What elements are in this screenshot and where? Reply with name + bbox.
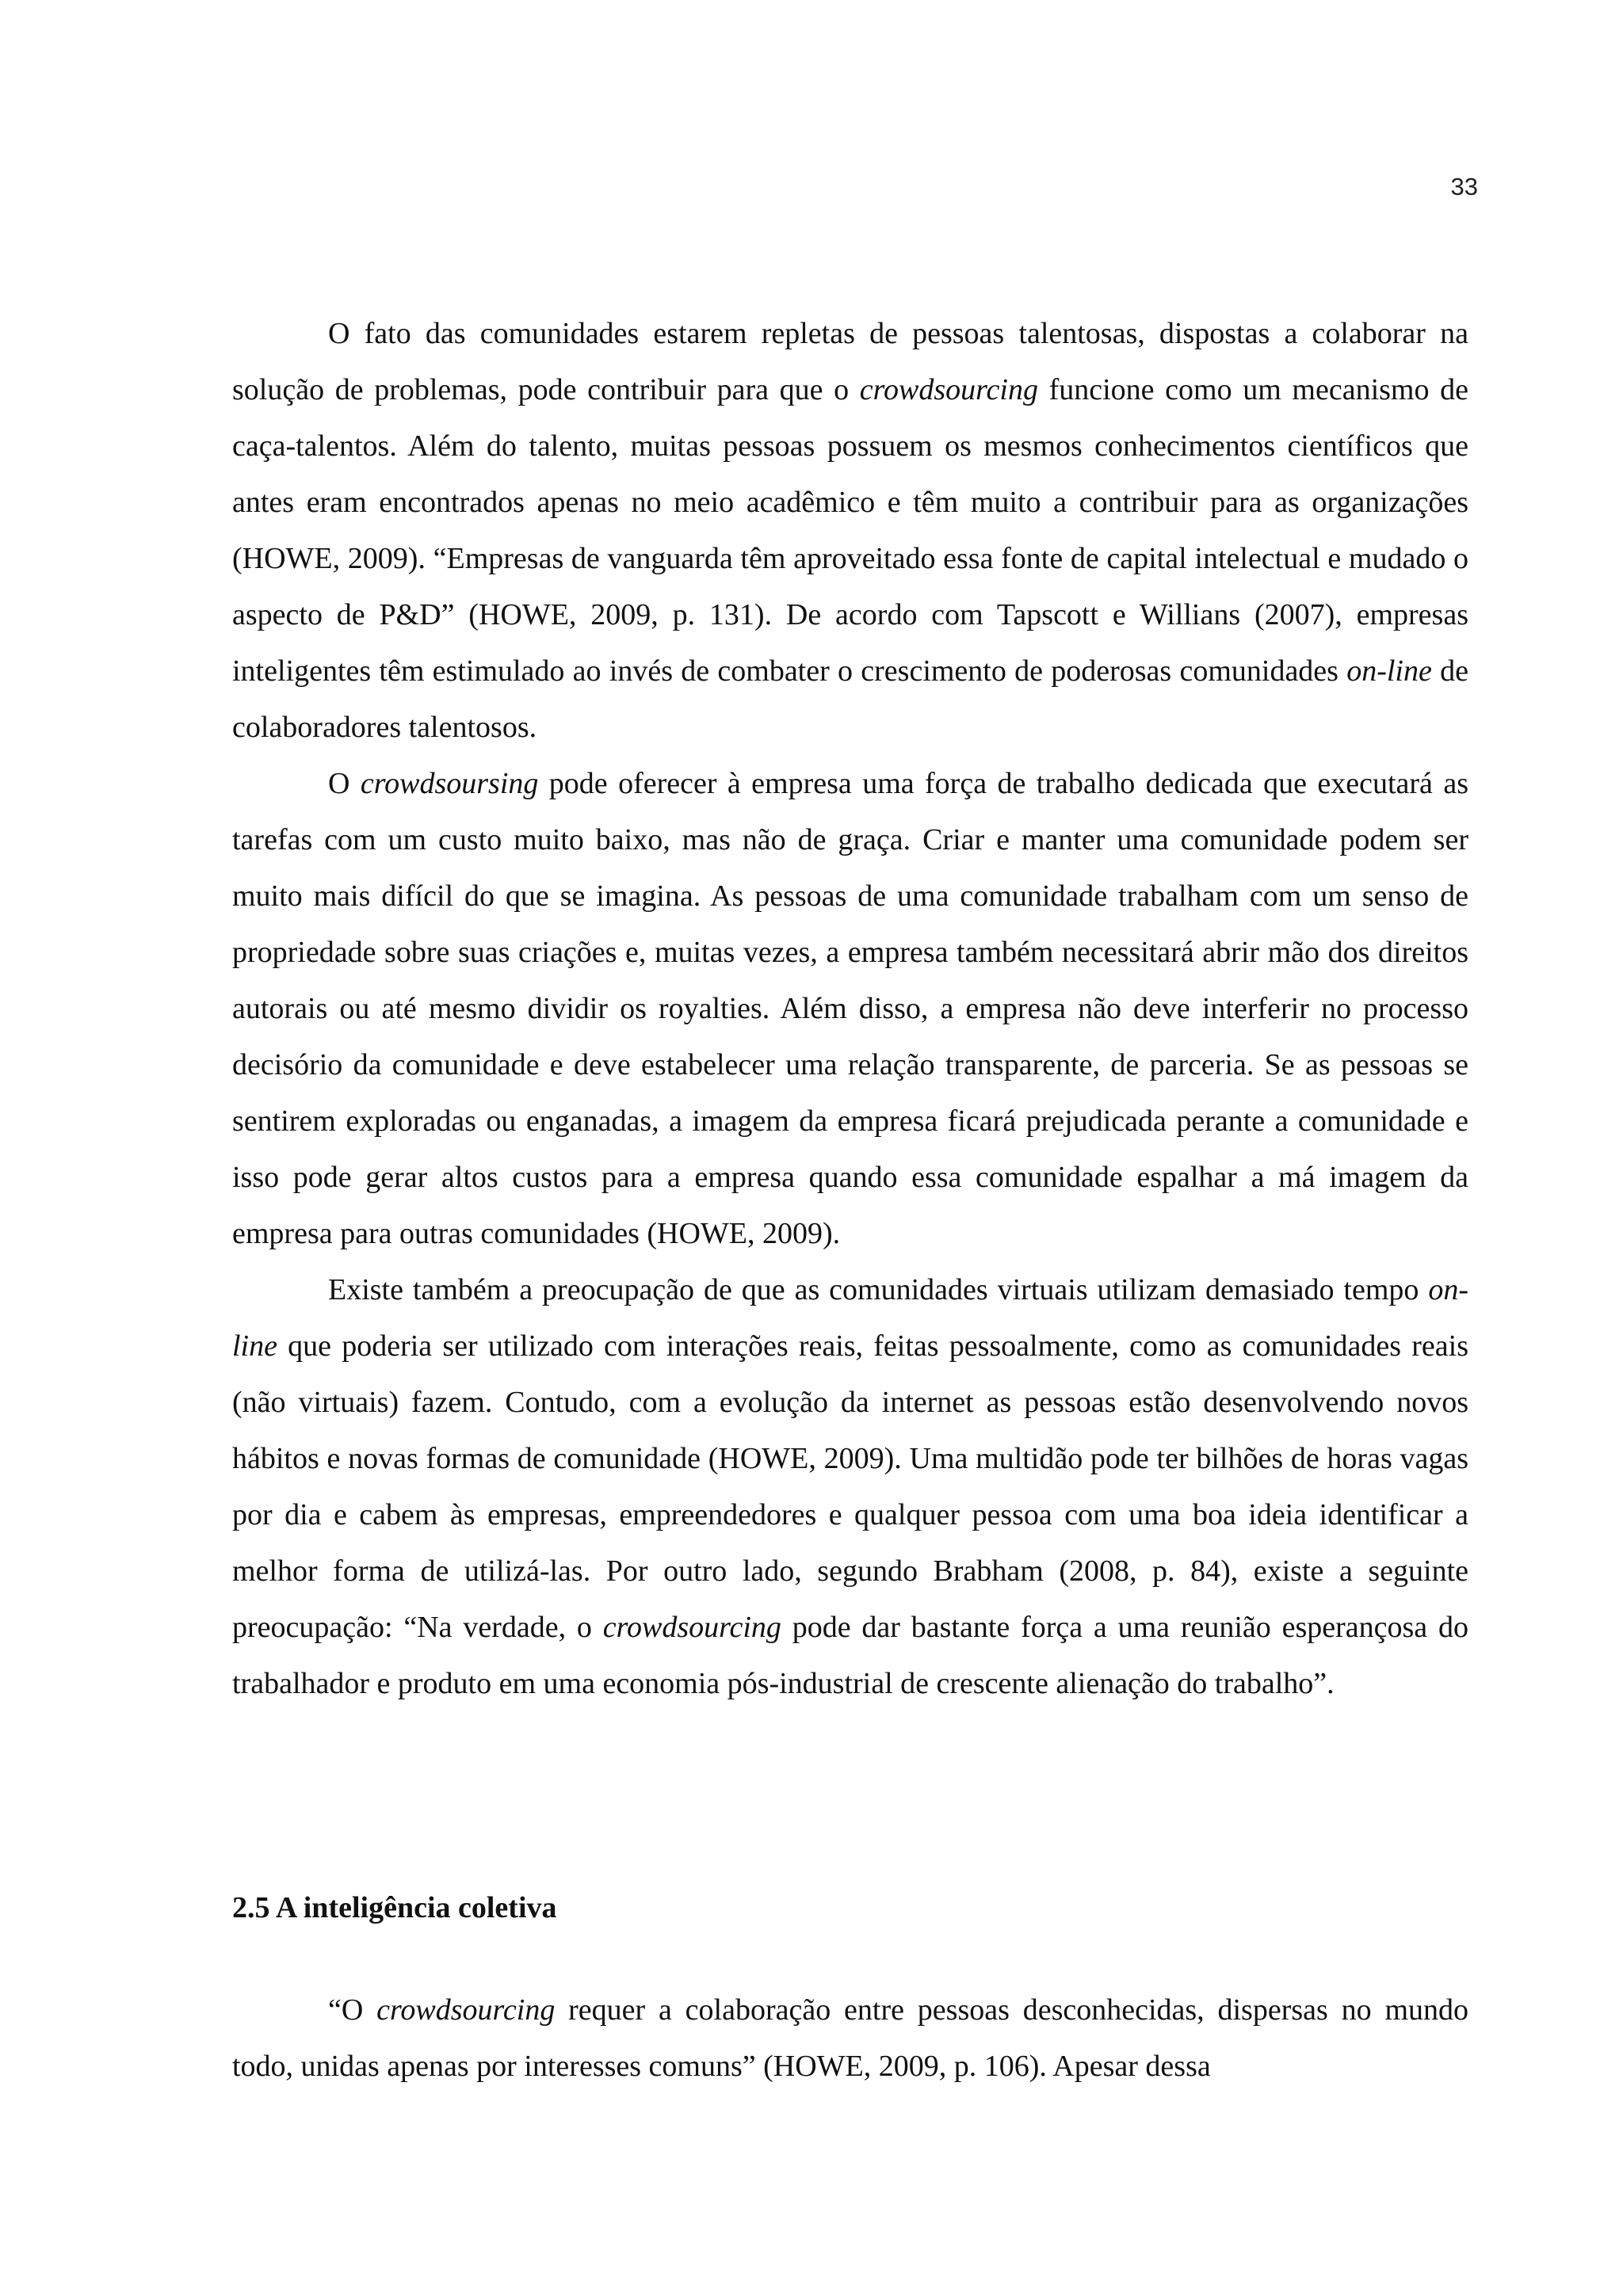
paragraph — [232, 1262, 1468, 1712]
page-number: 33 — [1450, 173, 1478, 200]
text-segment: funcione como um mecanismo de caça-talentos. Além do talento, muitas pessoas possuem os mesmos conhecimentos científicos que antes eram encontrados apenas no meio acadêmico e têm muito a contribuir para as organizações (HOWE, 2009). “Empresas de vanguarda têm aproveitado essa fonte de capital intelectual e mudado o aspecto de P&D” (HOWE, 2009, p. 131). De acordo com Tapscott e Willians (2007), empresas inteligentes têm estimulado ao invés de combater o crescimento de poderosas comunidades — [232, 373, 1468, 688]
italic-term: crowdsoursing — [360, 767, 539, 800]
paragraph — [232, 1982, 1468, 2095]
section-heading: 2.5 A inteligência coletiva — [232, 1891, 557, 1924]
italic-term: crowdsourcing — [859, 373, 1038, 406]
text-segment: de colaboradores talentosos. — [232, 654, 1468, 744]
text-segment: requer a colaboração entre pessoas desconhecidas, dispersas no mundo todo, unidas apenas por interesses comuns” (HOWE, 2009, p. 106). Apesar dessa — [232, 1993, 1469, 2083]
text-segment: Existe também a preocupação de que as comunidades virtuais utilizam demasiado tempo — [328, 1273, 1429, 1306]
section-body-text — [232, 1982, 1468, 2095]
text-segment: que poderia ser utilizado com interações reais, feitas pessoalmente, como as comunidades reais (não virtuais) fazem. Contudo, com a evolução da internet as pessoas estão desenvolvendo novos hábitos e novas formas de comunidade (HOWE, 2009). Uma multidão pode ter bilhões de horas vagas por dia e cabem às empresas, empreendedores e qualquer pessoa com uma boa ideia identificar a melhor forma de utilizá-las. Por outro lado, segundo Brabham (2008, p. 84), existe a seguinte preocupação: “Na verdade, o — [232, 1329, 1468, 1644]
text-segment: “O — [328, 1993, 377, 2027]
italic-term: crowdsourcing — [602, 1611, 781, 1644]
text-segment: pode oferecer à empresa uma força de trabalho dedicada que executará as tarefas com um custo muito baixo, mas não de graça. Criar e manter uma comunidade podem ser muito mais difícil do que se imagina. As pessoas de uma comunidade trabalham com um senso de propriedade sobre suas criações e, muitas vezes, a empresa também necessitará abrir mão dos direitos autorais ou até mesmo dividir os royalties. Além disso, a empresa não deve interferir no processo decisório da comunidade e deve estabelecer uma relação transparente, de parceria. Se as pessoas se sentirem exploradas ou enganadas, a imagem da empresa ficará prejudicada perante a comunidade e isso pode gerar altos custos para a empresa quando essa comunidade espalhar a má imagem da empresa para outras comunidades (HOWE, 2009). — [232, 767, 1468, 1250]
text-segment: pode dar bastante força a uma reunião esperançosa do trabalhador e produto em uma economia pós-industrial de crescente alienação do trabalho”. — [232, 1611, 1468, 1700]
italic-term: on-line — [232, 1273, 1468, 1363]
paragraph — [232, 756, 1468, 1262]
paragraph — [232, 306, 1468, 756]
italic-term: on-line — [1346, 654, 1432, 688]
text-segment: O fato das comunidades estarem repletas de pessoas talentosas, dispostas a colaborar na solução de problemas, pode contribuir para que o — [232, 317, 1468, 406]
body-text — [232, 306, 1468, 1712]
text-segment: O — [328, 767, 361, 800]
italic-term: crowdsourcing — [376, 1993, 556, 2027]
